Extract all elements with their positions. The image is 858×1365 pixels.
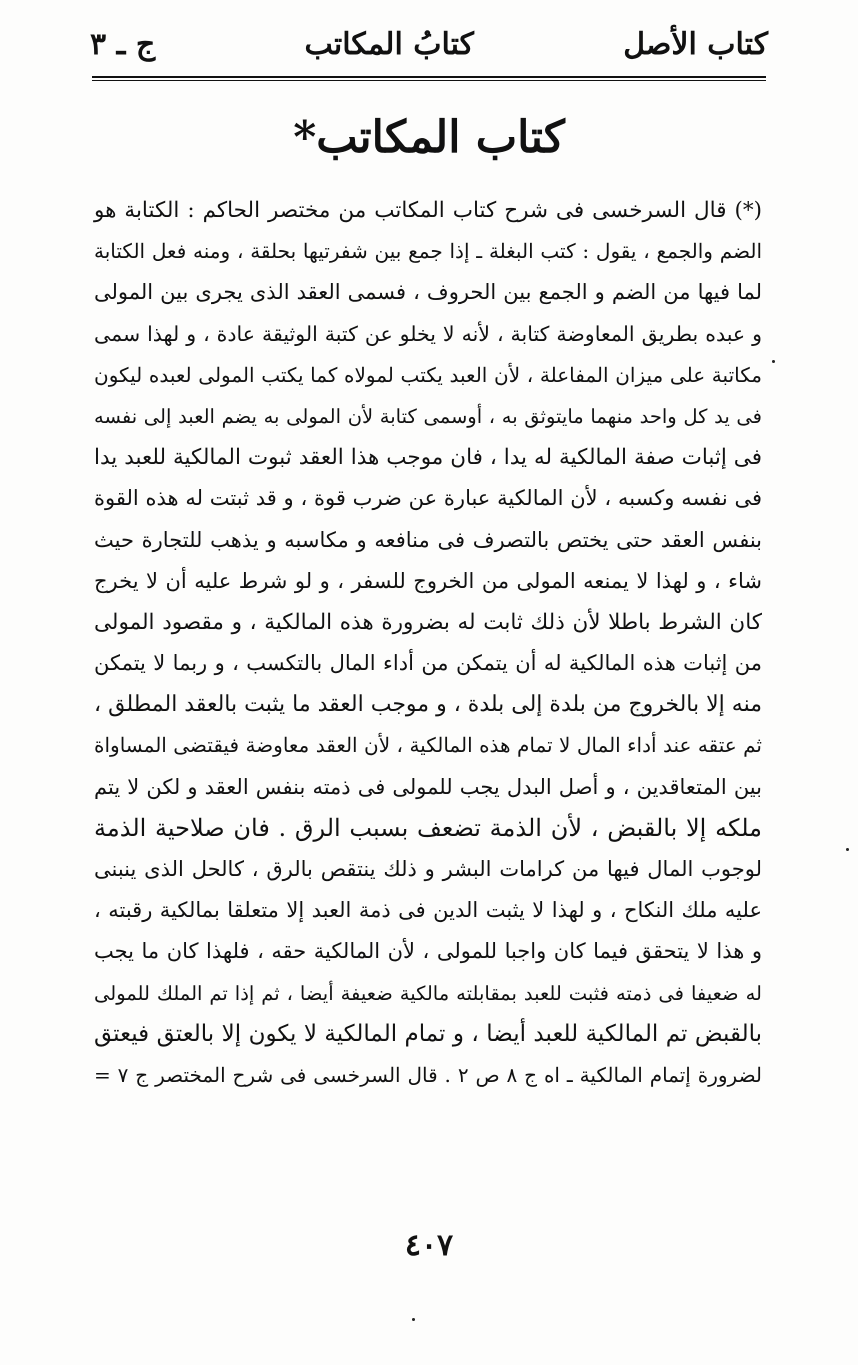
footnote-line: له ضعيفا فى ذمته فثبت للعبد بمقابلته مالكية ضعيفة أيضا ، ثم إذا تم الملك للمولى — [94, 981, 762, 1005]
footnote-line: و عبده بطريق المعاوضة كتابة ، لأنه لا يخلو عن كتبة الوثيقة عادة ، و لهذا سمى — [94, 321, 762, 346]
footnote-line: ملكه إلا بالقبض ، لأن الذمة تضعف بسبب الرق . فان صلاحية الذمة — [94, 813, 762, 842]
header-volume: ج ـ ٣ — [90, 26, 156, 62]
footnote-line: فى يد كل واحد منهما مايتوثق به ، أوسمى كتابة لأن المولى به يضم العبد إلى نفسه — [94, 404, 762, 428]
footnote-line: شاء ، و لهذا لا يمنعه المولى من الخروج للسفر ، و لو شرط عليه أن لا يخرج — [94, 568, 762, 593]
footnote-line: ثم عتقه عند أداء المال لا تمام هذه المالكية ، لأن العقد معاوضة فيقتضى المساواة — [94, 733, 762, 758]
footnote-line: كان الشرط باطلا لأن ذلك ثابت له بضرورة هذه المالكية ، و مقصود المولى — [94, 609, 762, 635]
page-number: ٤٠٧ — [404, 1228, 454, 1263]
header-rule-thin — [92, 80, 766, 81]
footnote-block — [94, 190, 762, 1096]
footnote-line: لما فيها من الضم و الجمع بين الحروف ، فسمى العقد الذى يجرى بين المولى — [94, 280, 763, 305]
footnote-line: بالقبض تم المالكية للعبد أيضا ، و تمام المالكية لا يكون إلا بالعتق فيعتق — [94, 1020, 762, 1047]
footnote-line: الضم والجمع ، يقول : كتب البغلة ـ إذا جمع بين شفرتيها بحلقة ، ومنه فعل الكتابة — [94, 239, 762, 264]
footnote-line: لضرورة إتمام المالكية ـ اه ج ٨ ص ٢ . قال السرخسى فى شرح المختصر ج ٧ = — [94, 1062, 763, 1087]
scan-speck — [846, 848, 849, 851]
scan-speck — [772, 360, 775, 363]
footnote-line: منه إلا بالخروج من بلدة إلى بلدة ، و موجب العقد ما يثبت بالعقد المطلق ، — [94, 692, 762, 718]
header-rule — [92, 76, 766, 78]
footnote-line: عليه ملك النكاح ، و لهذا لا يثبت الدين فى ذمة العبد إلا متعلقا بمالكية رقبته ، — [94, 898, 762, 923]
footnote-line: و هذا لا يتحقق فيما كان واجبا للمولى ، لأن المالكية حقه ، فلهذا كان ما يجب — [94, 939, 762, 964]
chapter-title: كتاب المكاتب* — [293, 112, 565, 163]
running-header — [90, 18, 768, 70]
footnote-line: فى إثبات صفة المالكية له يدا ، فان موجب هذا العقد ثبوت المالكية للعبد يدا — [94, 445, 762, 471]
footnote-line: بنفس العقد حتى يختص بالتصرف فى منافعه و مكاسبه و يذهب للتجارة حيث — [94, 527, 762, 552]
footnote-line: بين المتعاقدين ، و أصل البدل يجب للمولى فى ذمته بنفس العقد و لكن لا يتم — [94, 774, 762, 799]
footnote-line: من إثبات هذه المالكية له أن يتمكن من أداء المال بالتكسب ، و ربما لا يتمكن — [94, 651, 762, 676]
header-chapter-title: كتابُ المكاتب — [304, 26, 474, 62]
header-book-title: كتاب الأصل — [623, 26, 768, 62]
footnote-line: لوجوب المال فيها من كرامات البشر و ذلك ينتقص بالرق ، كالحل الذى ينبنى — [94, 857, 762, 881]
scan-speck — [412, 1318, 415, 1321]
footnote-line: مكاتبة على ميزان المفاعلة ، لأن العبد يكتب لمولاه كما يكتب المولى لعبده ليكون — [94, 362, 762, 387]
footnote-line: فى نفسه وكسبه ، لأن المالكية عبارة عن ضرب قوة ، و قد ثبتت له هذه القوة — [94, 486, 762, 511]
footnote-line: (*) قال السرخسى فى شرح كتاب المكاتب من مختصر الحاكم : الكتابة هو — [94, 198, 762, 223]
